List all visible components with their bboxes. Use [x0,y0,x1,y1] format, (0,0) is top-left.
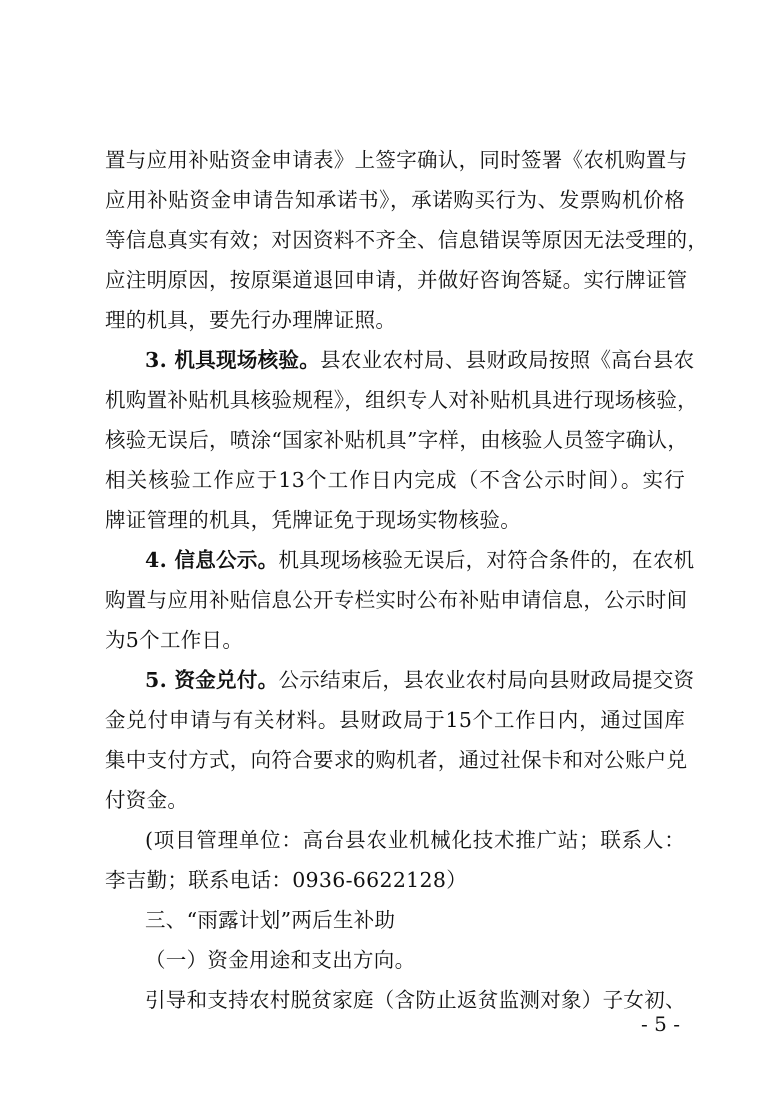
step-heading: 5. 资金兑付。 [145,668,279,692]
paragraph-line: 理的机具，要先行办理牌证照。 [105,308,397,332]
paragraph-line: 牌证管理的机具，凭牌证免于现场实物核验。 [105,508,521,532]
paragraph-line: 集中支付方式，向符合要求的购机者，通过社保卡和对公账户兑 [105,748,688,772]
section-title: 三、“雨露计划”两后生补助 [145,908,396,932]
paragraph-line [145,666,695,694]
step-heading: 3. 机具现场核验。 [145,348,321,372]
contact-line: 李吉勤；联系电话：0936-6622128） [105,868,467,892]
paragraph-line: 引导和支持农村脱贫家庭（含防止返贫监测对象）子女初、 [145,988,686,1012]
paragraph-line: 应注明原因，按原渠道退回申请，并做好咨询答疑。实行牌证管 [105,268,688,292]
paragraph-line: 购置与应用补贴信息公开专栏实时公布补贴申请信息，公示时间 [105,588,688,612]
step-heading: 4. 信息公示。 [145,548,279,572]
paragraph-line: 金兑付申请与有关材料。县财政局于15个工作日内，通过国库 [105,708,685,732]
page-number: - 5 - [641,1012,680,1036]
paragraph-line: 核验无误后，喷涂“国家补贴机具”字样，由核验人员签字确认， [105,428,689,452]
paragraph-text: 公示结束后，县农业农村局向县财政局提交资 [278,668,695,692]
paragraph-line: 相关核验工作应于13个工作日内完成（不含公示时间）。实行 [105,468,685,492]
subsection-title: （一）资金用途和支出方向。 [145,948,416,972]
paragraph-line: 付资金。 [105,788,189,812]
paragraph-line [145,546,695,574]
paragraph-line: 等信息真实有效；对因资料不齐全、信息错误等原因无法受理的， [105,228,709,252]
paragraph-line: 应用补贴资金申请告知承诺书》，承诺购买行为、发票购机价格 [105,188,685,212]
paragraph-line: 置与应用补贴资金申请表》上签字确认，同时签署《农机购置与 [105,148,688,172]
contact-line: (项目管理单位：高台县农业机械化技术推广站；联系人： [145,828,685,852]
paragraph-line: 机购置补贴机具核验规程》，组织专人对补贴机具进行现场核验， [105,388,698,412]
paragraph-line: 为5个工作日。 [105,628,244,652]
paragraph-text: 机具现场核验无误后，对符合条件的，在农机 [278,548,695,572]
paragraph-line [145,346,695,374]
paragraph-text: 县农业农村局、县财政局按照《高台县农 [320,348,695,372]
